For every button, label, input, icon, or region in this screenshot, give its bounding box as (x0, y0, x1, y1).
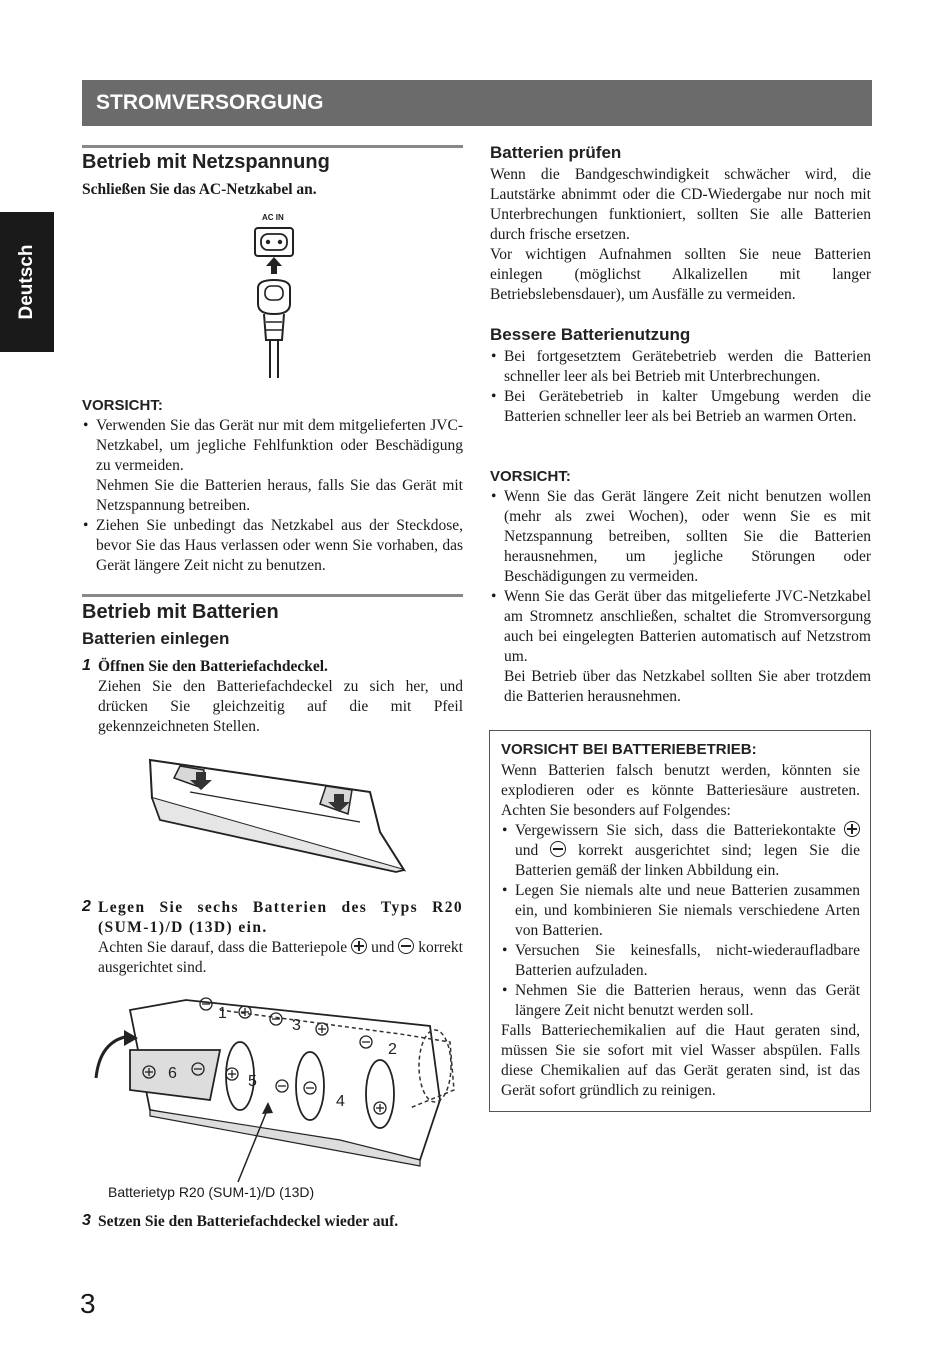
battery-number: 5 (248, 1073, 257, 1090)
battery-number: 1 (218, 1005, 227, 1022)
acin-label: AC IN (262, 213, 284, 222)
ac-plug-illustration (240, 222, 310, 380)
battery-cover-illustration (140, 752, 410, 878)
page-number: 3 (80, 1288, 96, 1319)
step-title: Öffnen Sie den Batteriefachdeckel. (98, 658, 328, 675)
step-number: 3 (82, 1212, 91, 1229)
battery-compartment-illustration (90, 990, 460, 1190)
check-text-2: Vor wichtigen Aufnahmen sollten Sie neue Batterien einlegen (möglichst Alkalizellen mit langer Betriebslebensdauer), um Ausfälle zu vermeiden. (490, 246, 871, 303)
battery-warning-box (489, 730, 871, 1112)
plus-pole-icon (844, 821, 860, 837)
plus-pole-icon (351, 938, 367, 954)
language-tab (0, 212, 54, 352)
language-tab-label: Deutsch (16, 244, 37, 320)
battery-number: 3 (292, 1017, 301, 1034)
list-item: • Vergewissern Sie sich, dass die Batteriekontakte und korrekt ausgerichtet sind; legen Sie die Batterien gemäß der linken Abbildung ein. (501, 821, 860, 881)
battery-number: 4 (336, 1093, 345, 1110)
list-item: • Verwenden Sie das Gerät nur mit dem mitgelieferten JVC-Netzkabel, um jegliche Fehlfunktion oder Beschädigung zu vermeiden. Nehmen Sie die Batterien heraus, falls Sie das Gerät mit Netzspannung betreiben. (82, 416, 463, 516)
divider (82, 594, 463, 597)
check-heading: Batterien prüfen (490, 143, 622, 162)
minus-pole-icon (398, 938, 414, 954)
better-list (490, 347, 871, 427)
list-item: • Nehmen Sie die Batterien heraus, wenn das Gerät längere Zeit nicht benutzt werden soll. (501, 981, 860, 1021)
step-title: Setzen Sie den Batteriefachdeckel wieder auf. (98, 1213, 399, 1230)
batt-heading: Betrieb mit Batterien (82, 601, 279, 623)
caution2-title: VORSICHT: (490, 468, 571, 485)
check-text-1: Wenn die Bandgeschwindigkeit schwächer wird, die Lautstärke abnimmt oder die CD-Wiedergabe nur noch mit Unterbrechungen funktioniert, sollten Sie alle Batterien durch frische ersetzen. (490, 166, 871, 243)
battery-caption: Batterietyp R20 (SUM-1)/D (13D) (108, 1184, 315, 1200)
battery-number: 6 (168, 1065, 177, 1082)
step-number: 1 (82, 657, 91, 674)
list-item: • Bei Gerätebetrieb in kalter Umgebung werden die Batterien schneller leer als bei Betrieb an warmen Orten. (490, 387, 871, 427)
netz-heading: Betrieb mit Netzspannung (82, 151, 330, 173)
better-heading: Bessere Batterienutzung (490, 325, 691, 344)
box-outro: Falls Batteriechemikalien auf die Haut geraten sind, müssen Sie sie sofort mit viel Wasser abspülen. Falls diese Chemikalien auf das Gerät geraten sind, ist das Gerät sofort gründlich zu reinigen. (501, 1022, 860, 1099)
divider (82, 145, 463, 148)
list-item: • Bei fortgesetztem Gerätebetrieb werden die Batterien schneller leer als bei Betrieb mit Unterbrechungen. (490, 347, 871, 387)
box-intro: Wenn Batterien falsch benutzt werden, könnten sie explodieren oder es könnte Batteriesäure austreten. Achten Sie besonders auf Folgendes: (501, 762, 860, 819)
step-1 (82, 657, 463, 737)
box-title: VORSICHT BEI BATTERIEBETRIEB: (501, 741, 757, 758)
section-banner: STROMVERSORGUNG (82, 80, 872, 126)
caution1-title: VORSICHT: (82, 397, 163, 414)
list-item: • Wenn Sie das Gerät längere Zeit nicht benutzen wollen (mehr als zwei Wochen), oder wenn Sie es mit Netzspannung betreiben, sollten Sie die Batterien herausnehmen, um jegliche Störungen oder Beschädigungen zu vermeiden. (490, 487, 871, 587)
step-number: 2 (82, 898, 91, 915)
caution2-list (490, 487, 871, 707)
netz-subheading: Schließen Sie das AC-Netzkabel an. (82, 181, 317, 198)
step-2 (82, 898, 463, 978)
battery-number: 2 (388, 1041, 397, 1058)
batt-subheading: Batterien einlegen (82, 629, 230, 648)
list-item: • Versuchen Sie keinesfalls, nicht-wiederaufladbare Batterien aufzuladen. (501, 941, 860, 981)
list-item: • Legen Sie niemals alte und neue Batterien zusammen ein, und kombinieren Sie niemals verschiedene Arten von Batterien. (501, 881, 860, 941)
caution1-list (82, 416, 463, 576)
step-text: Achten Sie darauf, dass die Batteriepole und korrekt ausgerichtet sind. (98, 939, 463, 976)
minus-pole-icon (550, 841, 566, 857)
step-text: Ziehen Sie den Batteriefachdeckel zu sich her, und drücken Sie gleichzeitig auf die mit Pfeil gekennzeichneten Stellen. (98, 678, 463, 735)
step-title: Legen Sie sechs Batterien des Typs R20 (SUM-1)/D (13D) ein. (98, 899, 463, 936)
list-item: • Wenn Sie das Gerät über das mitgelieferte JVC-Netzkabel am Stromnetz anschließen, schaltet die Stromversorgung auch bei eingelegten Batterien automatisch auf Netzstrom um. Bei Betrieb über das Netzkabel sollten Sie aber trotzdem die Batterien herausnehmen. (490, 587, 871, 707)
list-item: • Ziehen Sie unbedingt das Netzkabel aus der Steckdose, bevor Sie das Haus verlassen oder wenn Sie vorhaben, das Gerät längere Zeit nicht zu benutzen. (82, 516, 463, 576)
step-3 (82, 1212, 463, 1232)
